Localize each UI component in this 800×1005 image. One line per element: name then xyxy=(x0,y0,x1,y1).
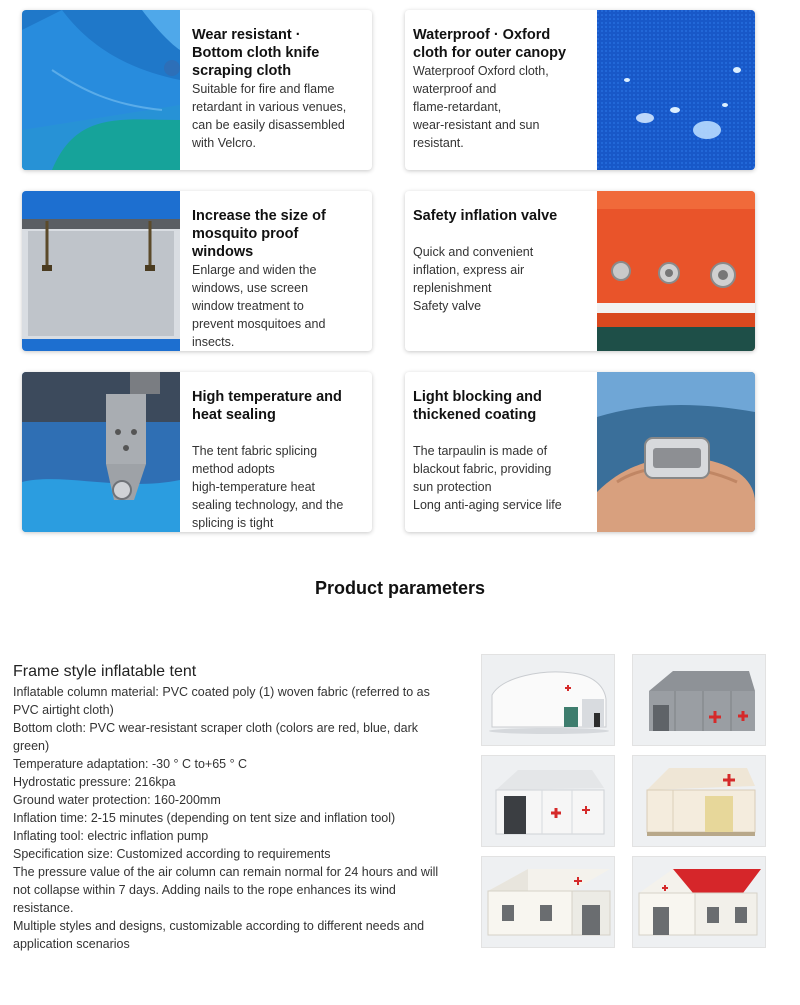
spec-line: PVC airtight cloth) xyxy=(13,703,114,717)
feature-description: Suitable for fire and flame retardant in various venues, can be easily disassembled with Velcro. xyxy=(192,82,347,150)
section-title: Product parameters xyxy=(314,578,486,598)
spec-line: application scenarios xyxy=(13,937,130,951)
feature-title: Light blocking and thickened coating xyxy=(413,389,542,423)
spec-line: Inflation time: 2-15 minutes (depending on tent size and inflation tool) xyxy=(13,811,396,825)
tent-thumbnail-grey-frame xyxy=(632,654,766,746)
heat-sealing-image xyxy=(22,372,180,532)
feature-title: High temperature and heat sealing xyxy=(192,389,342,423)
product-specifications xyxy=(13,662,465,953)
feature-title: Increase the size of mosquito proof windows xyxy=(192,208,326,260)
mosquito-screen-image xyxy=(22,191,180,351)
spec-line: Temperature adaptation: -30 ° C to+65 ° C xyxy=(13,757,248,771)
blue-oxford-fabric-image xyxy=(597,10,755,170)
spec-line: The pressure value of the air column can remain normal for 24 hours and will xyxy=(13,865,439,879)
feature-card-wear-resistant xyxy=(22,10,372,170)
feature-description: The tarpaulin is made of blackout fabric, providing sun protection Long anti-aging service life xyxy=(413,444,562,512)
spec-line: Hydrostatic pressure: 216kpa xyxy=(13,775,176,789)
spec-title: Frame style inflatable tent xyxy=(13,663,197,680)
orange-valve-image xyxy=(597,191,755,351)
feature-card-light-blocking xyxy=(405,372,755,532)
tent-thumbnail-white-arched xyxy=(481,654,615,746)
spec-line: Inflatable column material: PVC coated poly (1) woven fabric (referred to as xyxy=(13,685,430,699)
feature-description: Enlarge and widen the windows, use screen window treatment to prevent mosquitoes and insects. xyxy=(192,263,326,349)
spec-line: Bottom cloth: PVC wear-resistant scraper cloth (colors are red, blue, dark xyxy=(13,721,419,735)
tent-thumbnail-cream-frame xyxy=(632,755,766,847)
spec-line: resistance. xyxy=(13,901,74,915)
spec-line: green) xyxy=(13,739,50,753)
tent-thumbnail-white-house xyxy=(481,856,615,948)
feature-card-mosquito-windows xyxy=(22,191,372,351)
feature-card-waterproof xyxy=(405,10,755,170)
blue-teal-fabric-image xyxy=(22,10,180,170)
feature-description: Waterproof Oxford cloth, waterproof and flame-retardant, wear-resistant and sun resistant. xyxy=(413,64,549,150)
spec-line: Inflating tool: electric inflation pump xyxy=(13,829,209,843)
fabric-sample-hand-image xyxy=(597,372,755,532)
feature-card-inflation-valve xyxy=(405,191,755,351)
tent-thumbnail-red-roof-house xyxy=(632,856,766,948)
feature-card-heat-sealing xyxy=(22,372,372,532)
spec-line: Ground water protection: 160-200mm xyxy=(13,793,221,807)
tent-thumbnail-white-frame-open xyxy=(481,755,615,847)
feature-title: Safety inflation valve xyxy=(413,208,558,224)
spec-line: not collapse within 7 days. Adding nails to the rope enhances its wind xyxy=(13,883,396,897)
feature-title: Waterproof · Oxford cloth for outer canopy xyxy=(413,27,567,61)
feature-title: Wear resistant · Bottom cloth knife scraping cloth xyxy=(192,27,320,79)
feature-description: Quick and convenient inflation, express air replenishment Safety valve xyxy=(413,245,534,313)
spec-line: Specification size: Customized according to requirements xyxy=(13,847,331,861)
spec-line: Multiple styles and designs, customizable according to different needs and xyxy=(13,919,425,933)
feature-description: The tent fabric splicing method adopts high-temperature heat sealing technology, and the splicing is tight xyxy=(192,444,344,530)
